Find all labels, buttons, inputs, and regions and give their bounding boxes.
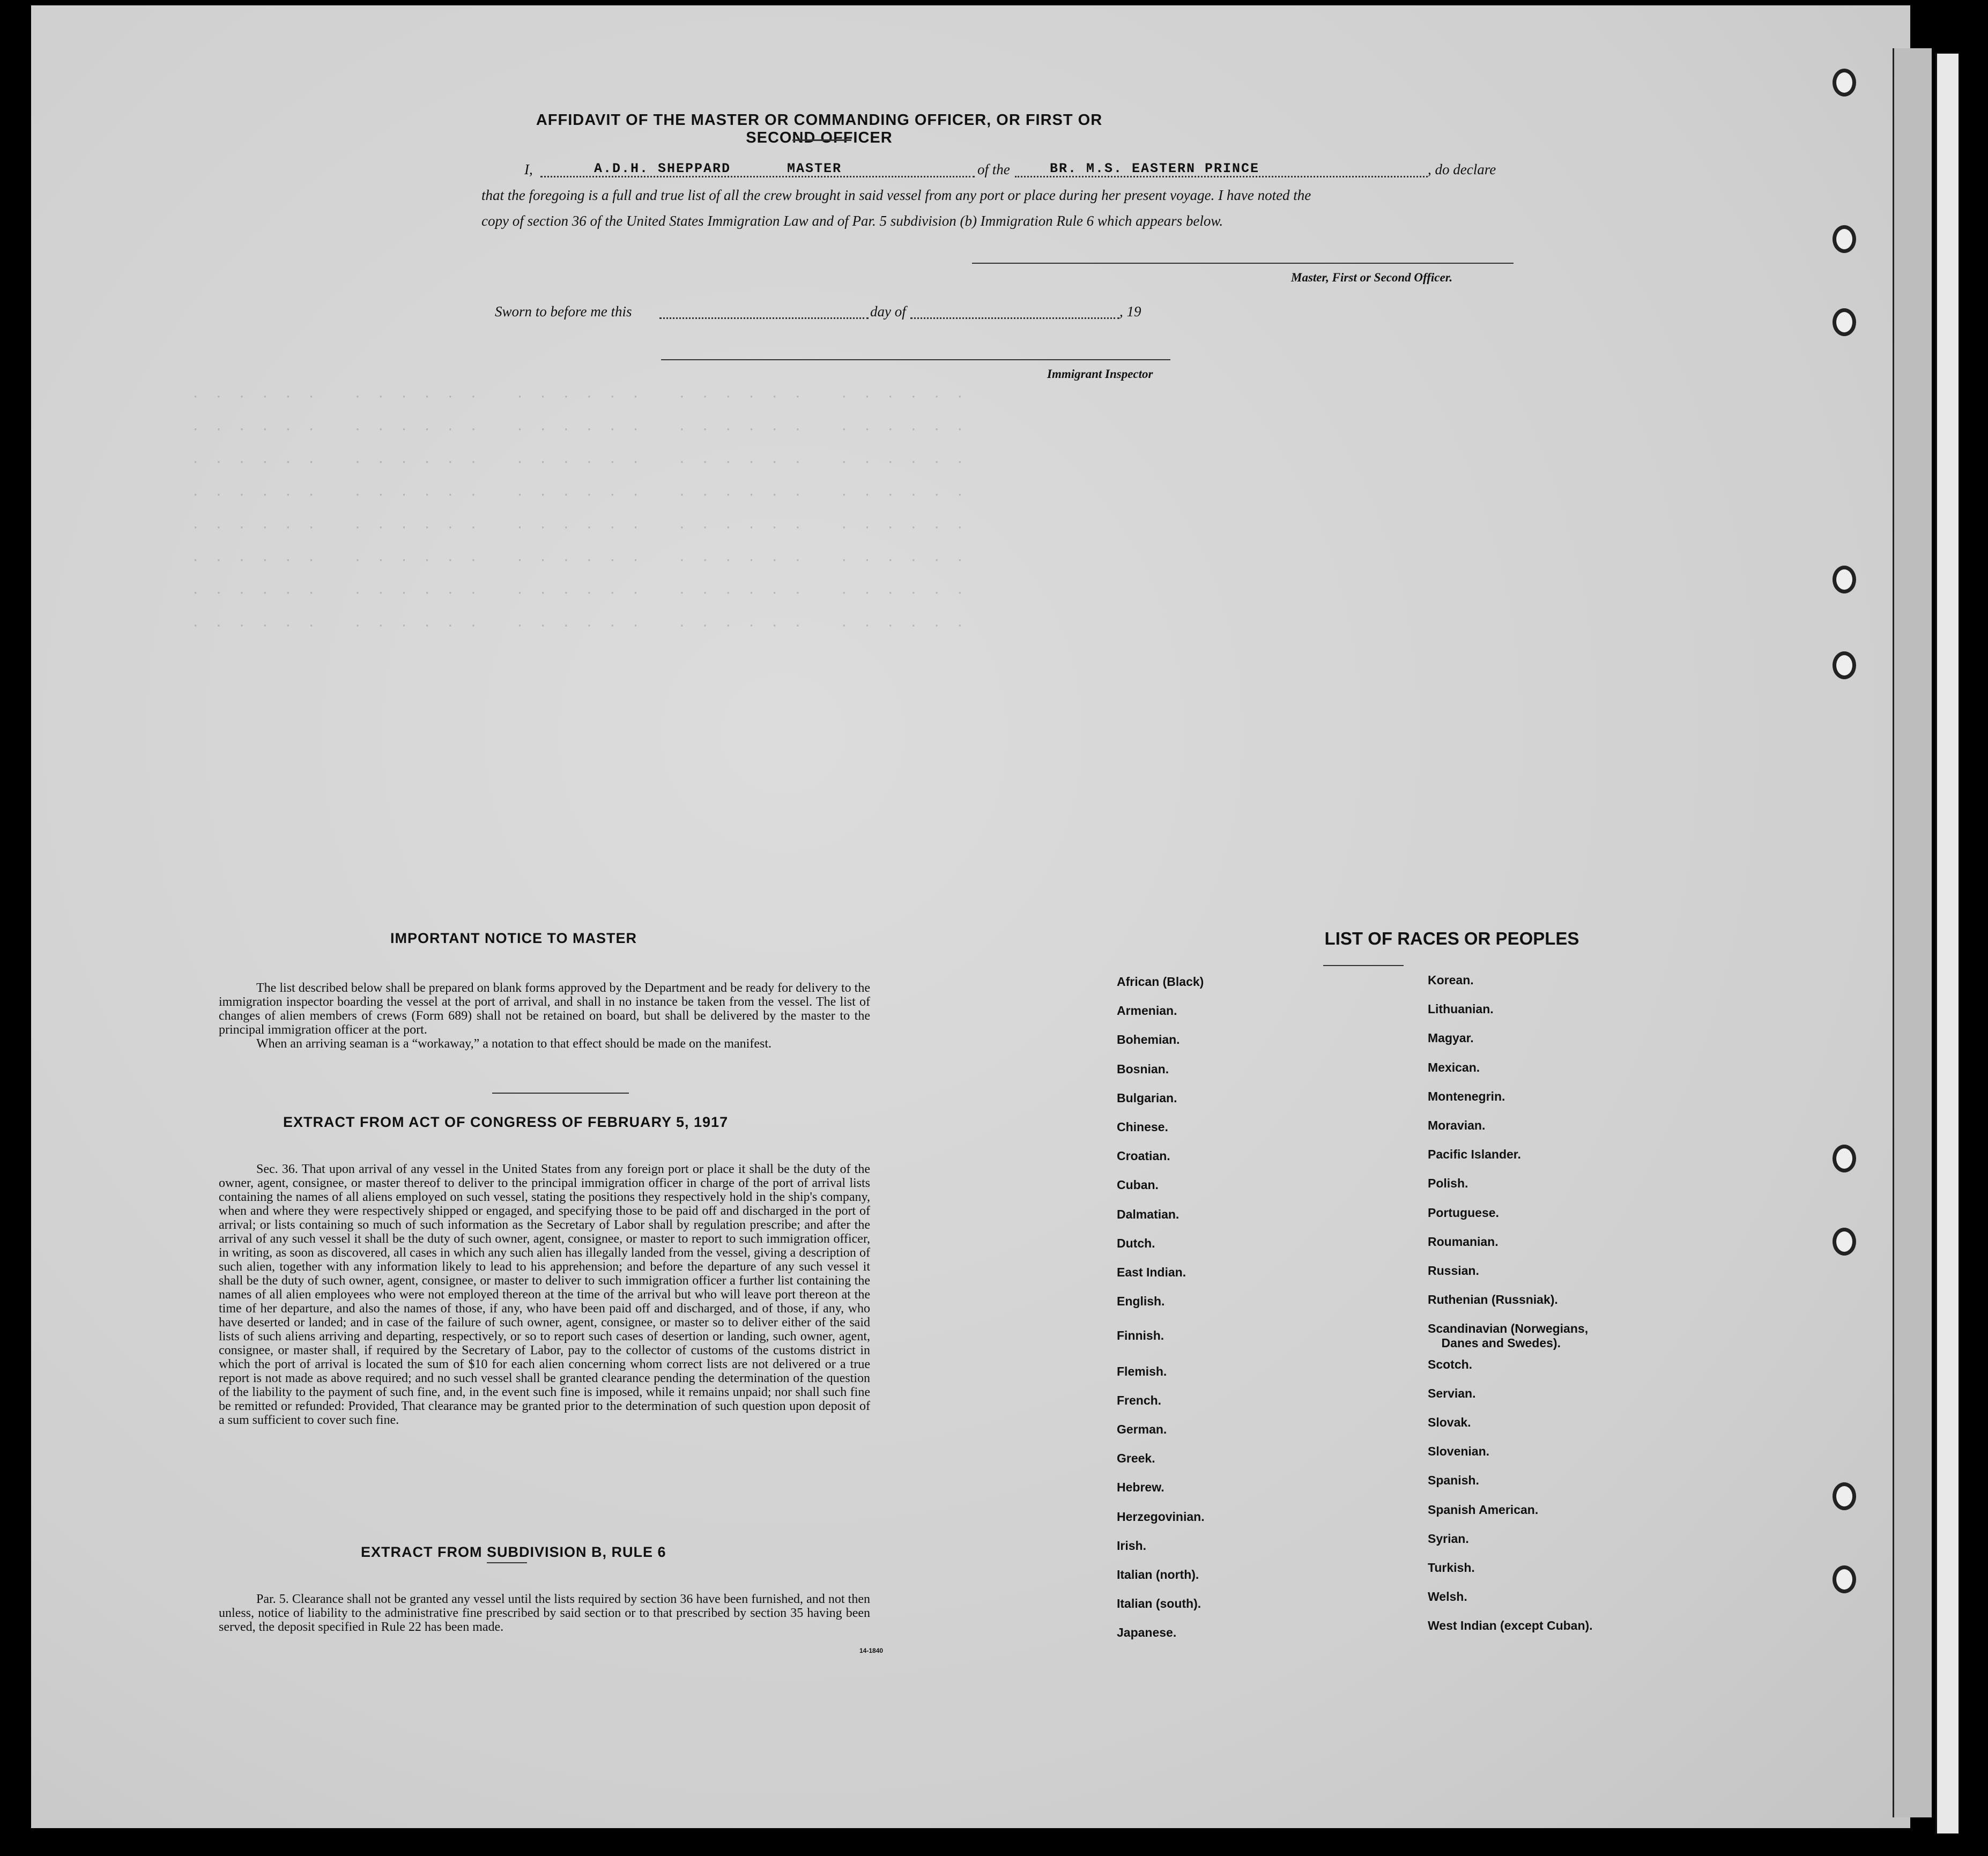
binder-hole [1833, 1145, 1856, 1172]
binder-hole [1833, 566, 1856, 593]
page-edge [1893, 48, 1932, 1817]
binder-hole [1833, 1565, 1856, 1593]
notice-divider [492, 1093, 629, 1094]
race-list-item: Dutch. [1117, 1236, 1155, 1250]
race-list-item: East Indian. [1117, 1265, 1186, 1279]
race-list-item: Herzegovinian. [1117, 1510, 1205, 1524]
race-list-item: Chinese. [1117, 1120, 1168, 1134]
race-list-item: Cuban. [1117, 1178, 1159, 1192]
inspector-signature-line [661, 359, 1170, 360]
race-list-item: Russian. [1428, 1264, 1479, 1278]
extract-rule-title: EXTRACT FROM SUBDIVISION B, RULE 6 [361, 1544, 666, 1560]
races-right-column [1428, 973, 1707, 1649]
race-list-item: African (Black) [1117, 975, 1204, 989]
sworn-day-blank-line [659, 317, 869, 319]
master-name-value: A.D.H. SHEPPARD [594, 161, 731, 176]
notice-paragraph-1: The list described below shall be prepared on blank forms approved by the Department and be ready for delivery to the immigration inspector boarding the vessel at the port of arrival, and shall in no instance be taken from the vessel. The list of changes of alien members of crews (Form 689) shall not be retained on board, but shall be delivered by the master to the principal immigration officer at the port. [219, 981, 870, 1037]
race-list-item: Bohemian. [1117, 1033, 1180, 1046]
race-list-item: Slovenian. [1428, 1444, 1490, 1458]
race-list-item: Bulgarian. [1117, 1091, 1177, 1105]
extract-act-title: EXTRACT FROM ACT OF CONGRESS OF FEBRUARY 5, 1917 [283, 1114, 729, 1130]
notice-title: IMPORTANT NOTICE TO MASTER [390, 930, 637, 946]
race-list-item: French. [1117, 1393, 1162, 1407]
sworn-label: Sworn to before me this [495, 303, 632, 320]
race-list-item: Croatian. [1117, 1149, 1170, 1163]
race-list-item: English. [1117, 1294, 1165, 1308]
race-list-item: Welsh. [1428, 1590, 1467, 1603]
master-rank-value: MASTER [787, 161, 842, 176]
declare-label: , do declare [1428, 161, 1496, 177]
underlying-page-edge [1935, 54, 1959, 1833]
vessel-name-value: BR. M.S. EASTERN PRINCE [1050, 161, 1260, 176]
signer-caption: Master, First or Second Officer. [1291, 271, 1453, 284]
race-list-item: Moravian. [1428, 1118, 1486, 1132]
of-the-label: of the [977, 161, 1010, 177]
race-list-item: Italian (north). [1117, 1568, 1199, 1582]
extract-rule-underline [487, 1562, 527, 1563]
form-number: 14-1840 [859, 1647, 884, 1654]
race-list-item: Spanish American. [1428, 1503, 1539, 1517]
notice-body [219, 981, 870, 1051]
races-left-column [1117, 975, 1396, 1650]
race-list-item: Irish. [1117, 1539, 1146, 1553]
race-list-item: Montenegrin. [1428, 1089, 1505, 1103]
race-list-item: Roumanian. [1428, 1235, 1499, 1249]
race-list-item: Lithuanian. [1428, 1002, 1494, 1016]
race-list-item: Turkish. [1428, 1561, 1475, 1575]
binder-hole [1833, 225, 1856, 253]
binder-hole [1833, 1228, 1856, 1256]
binder-hole [1833, 1482, 1856, 1510]
race-list-item: Magyar. [1428, 1031, 1474, 1045]
race-list-item: Spanish. [1428, 1473, 1479, 1487]
notice-paragraph-2: When an arriving seaman is a “workaway,” a notation to that effect should be made on the manifest. [256, 1037, 772, 1051]
title-underline [792, 139, 851, 141]
race-list-item: Pacific Islander. [1428, 1147, 1521, 1161]
binder-holes [1830, 5, 1894, 1828]
affidavit-title: AFFIDAVIT OF THE MASTER OR COMMANDING OFFICER, OR FIRST OR SECOND OFFICER [536, 112, 1103, 146]
year-label: , 19 [1119, 303, 1141, 320]
race-list-item: Servian. [1428, 1386, 1476, 1400]
race-list-item: Hebrew. [1117, 1480, 1164, 1494]
affidavit-line-2: that the foregoing is a full and true list of all the crew brought in said vessel from any port or place during her present voyage. I have noted the [481, 187, 1311, 203]
race-list-item: Flemish. [1117, 1364, 1167, 1378]
binder-hole [1833, 69, 1856, 96]
race-list-item: Korean. [1428, 973, 1474, 987]
race-list-item: Scotch. [1428, 1357, 1473, 1371]
binder-hole [1833, 308, 1856, 336]
race-list-item: Finnish. [1117, 1328, 1164, 1342]
race-list-item: Japanese. [1117, 1625, 1177, 1639]
signature-line [972, 263, 1514, 264]
races-title: LIST OF RACES OR PEOPLES [1324, 929, 1579, 948]
extract-rule-body [219, 1592, 870, 1634]
affidavit-line-3: copy of section 36 of the United States Immigration Law and of Par. 5 subdivision (b) Immigration Rule 6 which appears below. [481, 213, 1223, 229]
race-list-item: Scandinavian (Norwegians, Danes and Swedes). [1428, 1322, 1589, 1350]
race-list-item: Portuguese. [1428, 1206, 1499, 1220]
inspector-caption: Immigrant Inspector [1047, 367, 1153, 381]
race-list-item: Bosnian. [1117, 1062, 1169, 1076]
day-of-label: day of [870, 303, 906, 320]
sworn-month-blank-line [910, 317, 1119, 319]
bleed-through-text: ······ ······ ······ ······ ······ ······ ······ ······ ······ ······ ······ ······ ······ ······ ······ ······ ······ ······ ······ ······ ······ ······ ······ ······ ······ ······ ······ ······ ······ ······ ······ ······ ······ ······ ······ ······ ······ ······ ······ ······ [192, 390, 980, 633]
race-list-item: Syrian. [1428, 1532, 1469, 1546]
race-list-item: German. [1117, 1422, 1167, 1436]
binder-hole [1833, 651, 1856, 679]
race-list-item: Armenian. [1117, 1004, 1177, 1018]
race-list-item: Slovak. [1428, 1415, 1471, 1429]
extract-act-text: Sec. 36. That upon arrival of any vessel in the United States from any foreign port or place it shall be the duty of the owner, agent, consignee, or master thereof to deliver to the principal immigration officer in charge of the port of arrival lists containing the names of all aliens employed on such vessel, stating the positions they respectively hold in the ship's company, when and where they were respectively shipped or engaged, and specifying those to be paid off and discharged in the port of arrival; or lists containing so much of such information as the Secretary of Labor shall by regulation prescribe; and after the arrival of any such vessel it shall be the duty of such owner, agent, consignee, or master to report to such immigration officer, in writing, as soon as discovered, all cases in which any such alien has illegally landed from the vessel, giving a description of such alien, together with any information likely to lead to his apprehension; and before the departure of any such vessel it shall be the duty of such owner, agent, consignee, or master to deliver to such immigration officer a further list containing the names of all alien employees who were not employed thereon at the time of the arrival but who will leave port thereon at the time of her departure, and also the names of those, if any, who have been paid off and discharged, and of those, if any, who have deserted or landed; and in case of the failure of such owner, agent, consignee, or master so to deliver either of the said lists of such aliens arriving and departing, respectively, or so to report such cases of desertion or landing, such owner, agent, consignee, or master shall, if required by the Secretary of Labor, pay to the collector of customs of the customs district in which the port of arrival is located the sum of $10 for each alien concerning whom correct lists are not delivered or a true report is not made as above required; and no such vessel shall be granted clearance pending the determination of the question of the liability to the payment of such fine, and, in the event such fine is imposed, while it remains unpaid; nor shall such fine be remitted or refunded: Provided, That clearance may be granted prior to the determination of such question upon deposit of a sum sufficient to cover such fine. [219, 1162, 870, 1427]
race-list-item: Greek. [1117, 1451, 1155, 1465]
race-list-item: Mexican. [1428, 1060, 1480, 1074]
race-list-item: Dalmatian. [1117, 1207, 1180, 1221]
race-list-item: Ruthenian (Russniak). [1428, 1293, 1558, 1306]
i-label: I, [524, 161, 533, 177]
race-list-item: Italian (south). [1117, 1597, 1201, 1610]
races-title-underline [1323, 965, 1404, 966]
document-page [31, 5, 1910, 1828]
extract-rule-text: Par. 5. Clearance shall not be granted any vessel until the lists required by section 36 have been furnished, and not then unless, notice of liability to the administrative fine prescribed by said section or to that prescribed by section 35 having been served, the deposit specified in Rule 22 has been made. [219, 1592, 870, 1634]
race-list-item: West Indian (except Cuban). [1428, 1619, 1593, 1632]
extract-act-body [219, 1162, 870, 1427]
race-list-item: Polish. [1428, 1176, 1468, 1190]
